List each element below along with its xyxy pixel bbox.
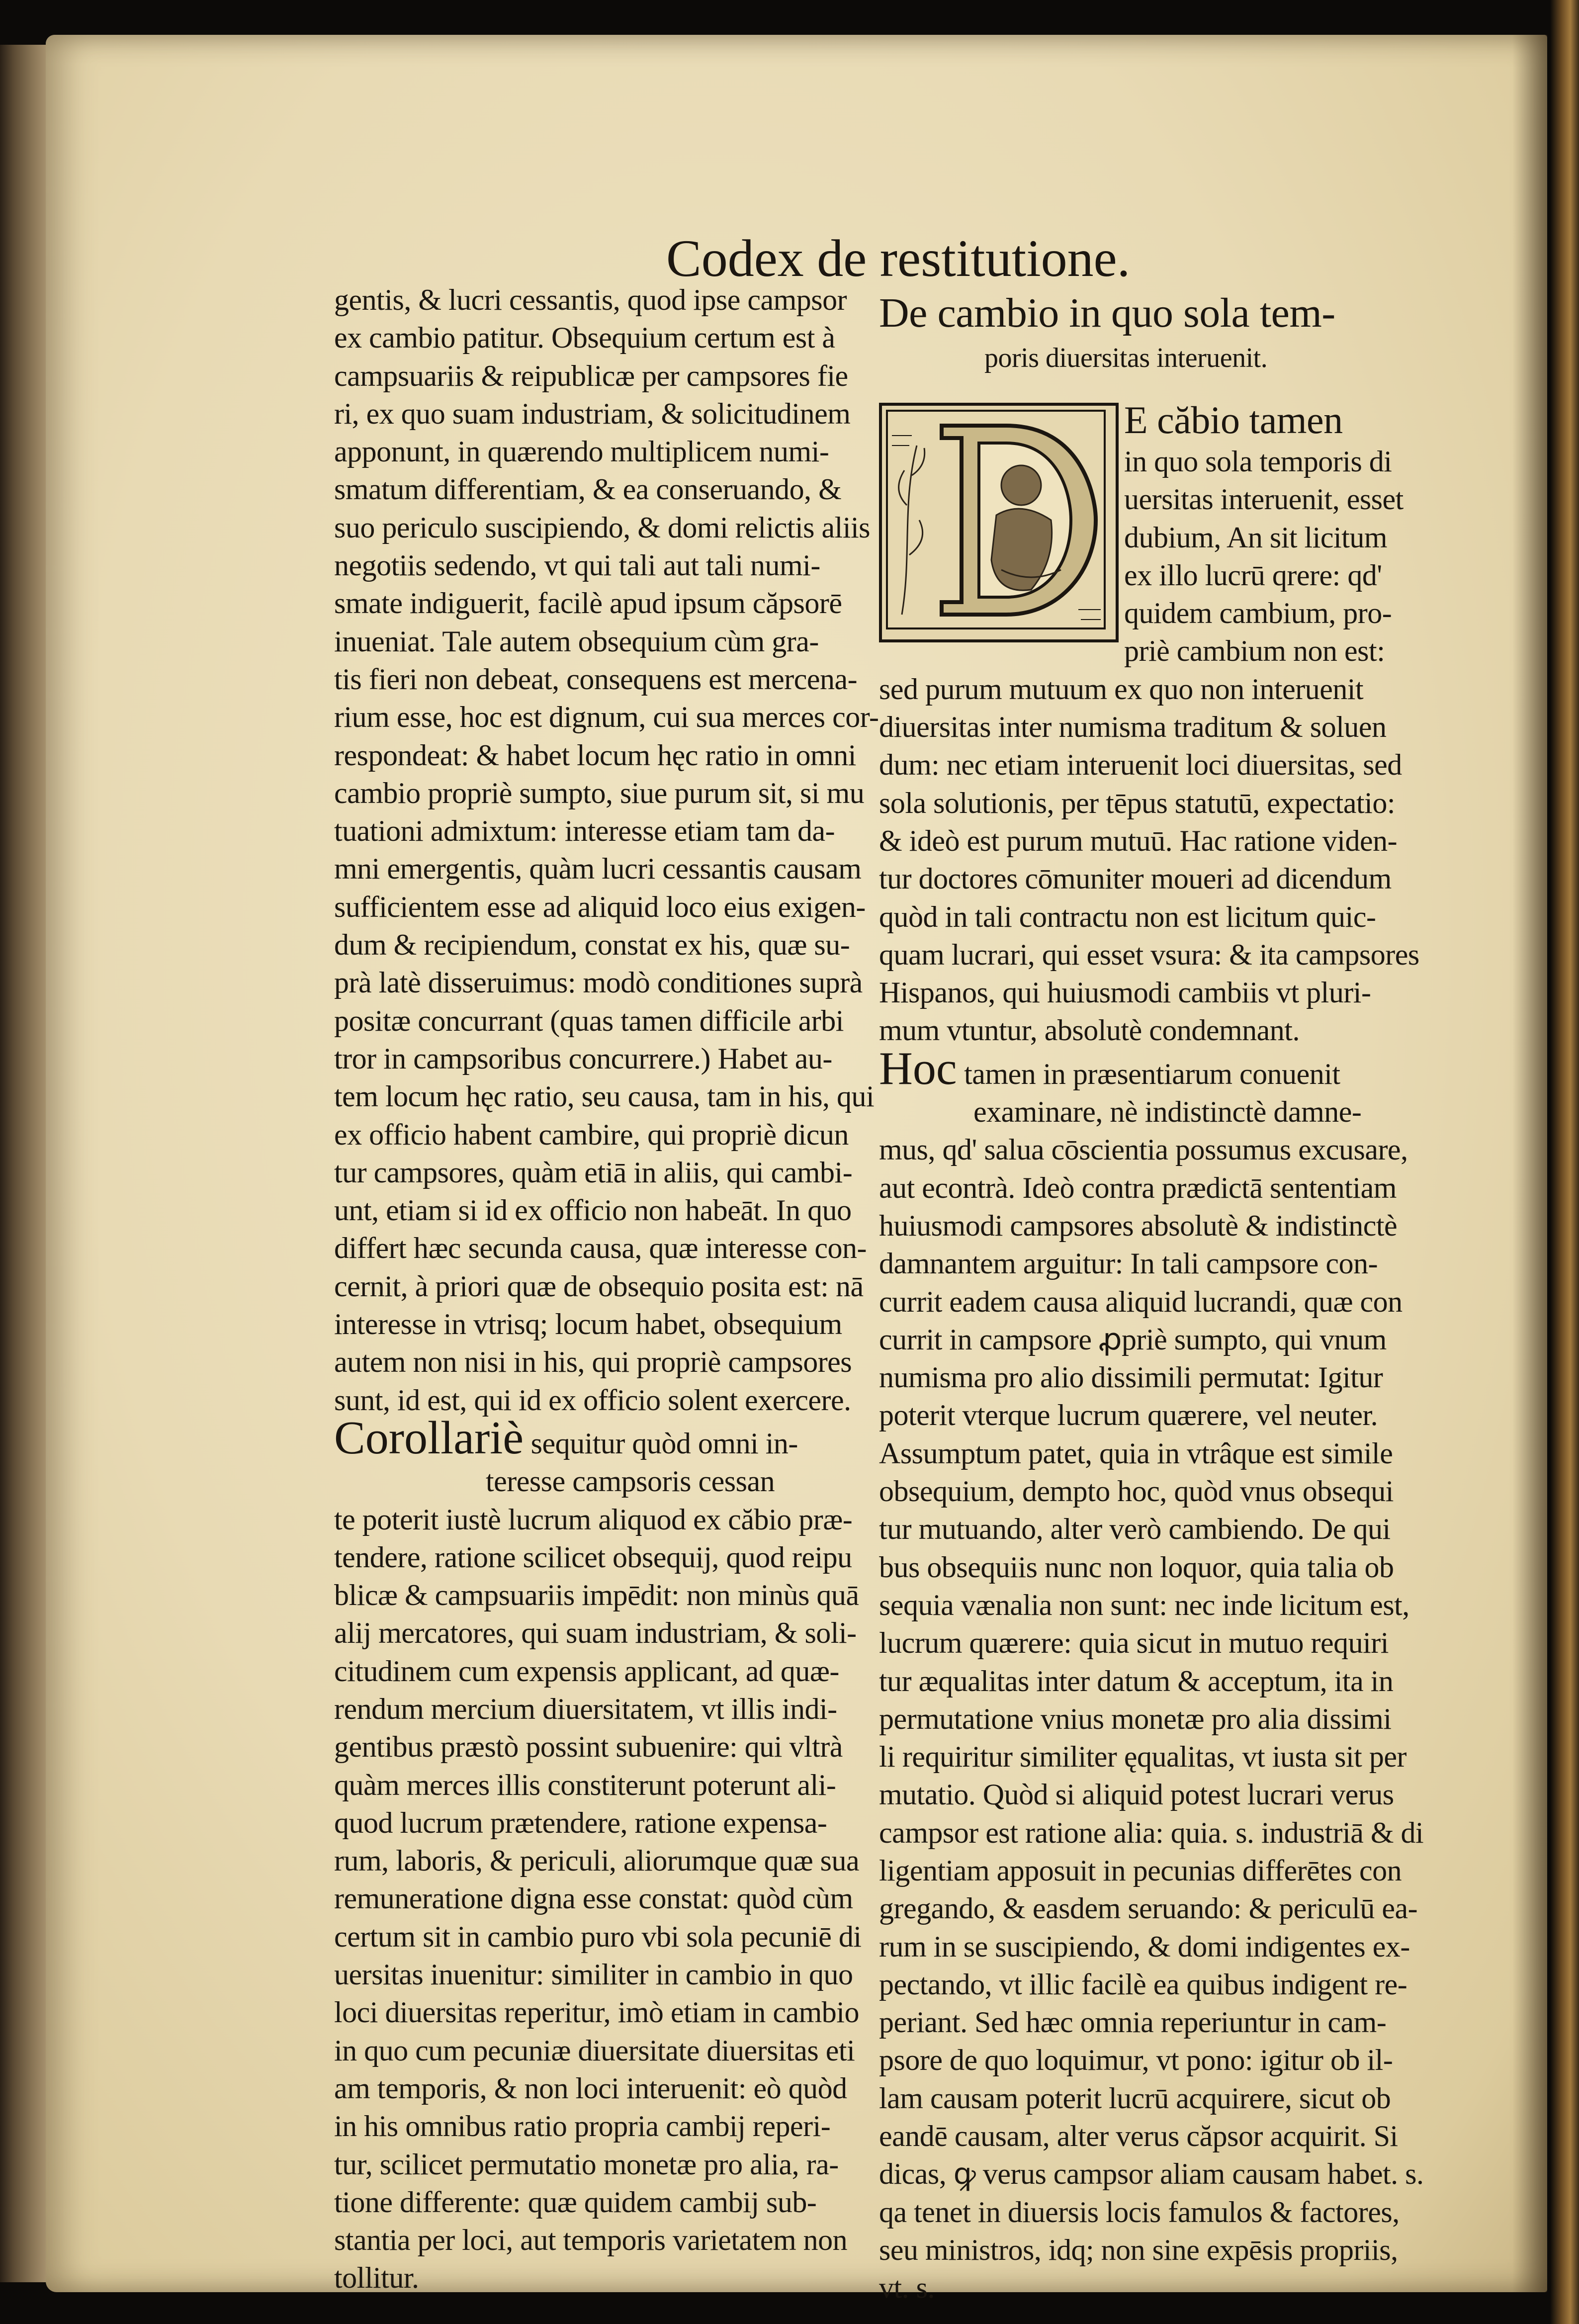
right-text-line: obsequium, dempto hoc, quòd vnus obsequi (879, 1475, 1394, 1508)
left-column (334, 281, 879, 2297)
left-text-line: cernit, à priori quæ de obsequio posita est: nā (334, 1269, 864, 1303)
left-text-line: cambio propriè sumpto, siue purum sit, si mu (334, 776, 865, 809)
left-text-line: alij mercatores, qui suam industriam, & soli- (334, 1616, 857, 1650)
left-text-line: inueniat. Tale autem obsequium cùm gra- (334, 625, 819, 658)
left-text-line: gentibus præstò possint subuenire: qui vltrà (334, 1730, 843, 1764)
right-text-line: vt. s. (879, 2271, 935, 2305)
right-text-line: quòd in tali contractu non est licitum quic- (879, 900, 1376, 933)
right-text-line: sed purum mutuum ex quo non interuenit (879, 672, 1364, 706)
left-text-line: quàm merces illis constiterunt poterunt ali- (334, 1768, 836, 1801)
right-text-line: periant. Sed hæc omnia reperiuntur in cam- (879, 2006, 1387, 2039)
left-text-line: campsuariis & reipublicæ per campsores fie (334, 359, 848, 392)
right-text-line: campsor est ratione alia: quia. s. industriā & di (879, 1816, 1424, 1849)
facing-page-edge (1550, 0, 1579, 2324)
corollary-line-1 (334, 1412, 856, 1464)
right-text-line: poterit vterque lucrum quærere, vel neuter. (879, 1399, 1378, 1432)
left-text-line: suo periculo suscipiendo, & domi relictis aliis (334, 511, 871, 544)
right-text-line: dicas, ꝙ verus campsor aliam causam habet. s. (879, 2157, 1424, 2191)
left-text-line: tollitur. (334, 2261, 419, 2295)
left-text-line: tis fieri non debeat, consequens est mercena- (334, 662, 858, 696)
left-text-line: gentis, & lucri cessantis, quod ipse campsor (334, 283, 847, 316)
left-text-line: tur, scilicet permutatio monetæ pro alia, ra- (334, 2147, 839, 2181)
left-column-text (334, 281, 879, 1419)
initial-text-line: dubium, An sit licitum (1124, 521, 1388, 554)
left-text-line: ri, ex quo suam industriam, & solicitudinem (334, 397, 851, 430)
right-text-line: lam causam poterit lucrū acquirere, sicut ob (879, 2081, 1391, 2115)
left-text-line: quod lucrum prætendere, ratione expensa- (334, 1806, 827, 1839)
right-text-line: mum vtuntur, absolutè condemnant. (879, 1014, 1300, 1047)
initial-text-line: priè cambium non est: (1124, 634, 1385, 668)
right-text-line: dum: nec etiam interuenit loci diuersitas, sed (879, 748, 1402, 782)
right-text-line: bus obsequiis nunc non loquor, quia talia ob (879, 1550, 1394, 1584)
right-text-line: seu ministros, idq; non sine expēsis propriis, (879, 2233, 1398, 2266)
left-text-line: prà latè disseruimus: modò conditiones suprà (334, 966, 863, 999)
decorated-initial-d (879, 403, 1119, 642)
left-text-line: tem locum hęc ratio, seu causa, tam in his, qui (334, 1080, 875, 1113)
left-text-line: loci diuersitas reperitur, imò etiam in cambio (334, 1996, 859, 2029)
left-text-line: sunt, id est, qui id ex officio solent exercere. (334, 1383, 851, 1417)
right-text-line: huiusmodi campsores absolutè & indistinctè (879, 1209, 1398, 1242)
left-text-line: tendere, ratione scilicet obsequij, quod reipu (334, 1540, 852, 1574)
left-text-line: negotiis sedendo, vt qui tali aut tali numi- (334, 549, 820, 582)
right-text-line: Assumptum patet, quia in vtrâque est simile (879, 1436, 1393, 1470)
corollary-line-2: teresse campsoris cessan (486, 1465, 775, 1498)
right-text-line: tur æqualitas inter datum & acceptum, ita in (879, 1664, 1394, 1698)
initial-text-line: uersitas interuenit, esset (1124, 483, 1404, 516)
right-text-line: permutatione vnius monetæ pro alia dissimi (879, 1702, 1392, 1735)
left-text-line: rum, laboris, & periculi, aliorumque quæ sua (334, 1844, 860, 1877)
left-text-line: dum & recipiendum, constat ex his, quæ su- (334, 928, 850, 962)
right-text-line: mutatio. Quòd si aliquid potest lucrari verus (879, 1778, 1394, 1811)
right-text-line: li requiritur similiter ęqualitas, vt iusta sit per (879, 1740, 1406, 1774)
right-text-line: lucrum quærere: quia sicut in mutuo requiri (879, 1626, 1389, 1660)
corollary-word: Corollariè (334, 1412, 524, 1464)
section-heading: De cambio in quo sola tem- (879, 290, 1335, 336)
left-text-line: stantia per loci, aut temporis varietatem non (334, 2224, 848, 2257)
right-text-line: tur mutuando, alter verò cambiendo. De qui (879, 1513, 1391, 1546)
right-text-line: tur doctores cōmuniter moueri ad dicendum (879, 862, 1392, 895)
right-column-text-continued (879, 1131, 1424, 2307)
left-text-line: blicæ & campsuariis impēdit: non minùs quā (334, 1579, 859, 1612)
right-text-line: qa tenet in diuersis locis famulos & factores, (879, 2195, 1400, 2229)
left-text-line: sufficientem esse ad aliquid loco eius exigen- (334, 890, 866, 923)
left-text-line: apponunt, in quærendo multiplicem numi- (334, 435, 829, 468)
left-text-line: interesse in vtrisq; locum habet, obsequium (334, 1308, 842, 1341)
right-text-line: pectando, vt illic facilè ea quibus indigent re- (879, 1967, 1407, 2001)
left-text-line: smatum differentiam, & ea conseruando, & (334, 473, 842, 506)
left-text-line: tur campsores, quàm etiā in aliis, qui cambi- (334, 1156, 853, 1189)
initial-text-line: ex illo lucrū qrere: qd' (1124, 558, 1382, 592)
right-text-line: ligentiam apposuit in pecunias differētes con (879, 1854, 1402, 1887)
right-text-line: numisma pro alio dissimili permutat: Igitur (879, 1361, 1383, 1394)
running-title: Codex de restitutione. (666, 229, 1131, 287)
left-text-line: remuneratione digna esse constat: quòd cùm (334, 1882, 853, 1915)
hoc-word: Hoc (879, 1042, 957, 1094)
left-text-line: te poterit iustè lucrum aliquod ex căbio præ- (334, 1503, 853, 1536)
page-gutter-shadow (1512, 35, 1547, 2292)
left-text-line: autem non nisi in his, qui propriè campsores (334, 1345, 852, 1379)
right-text-line: diuersitas inter numisma traditum & soluen (879, 711, 1387, 744)
hoc-line-1 (879, 1042, 1411, 1094)
hoc-line-2: examinare, nè indistinctè damne- (973, 1095, 1362, 1129)
left-text-line: rium esse, hoc est dignum, cui sua merces cor- (334, 701, 879, 734)
right-text-line: aut econtrà. Ideò contra prædictā sententiam (879, 1171, 1397, 1204)
right-text-line: sequia vænalia non sunt: nec inde licitum est, (879, 1588, 1409, 1621)
left-text-line: tuationi admixtum: interesse etiam tam da- (334, 814, 835, 848)
left-text-line: am temporis, & non loci interuenit: eò quòd (334, 2071, 847, 2105)
left-text-line: in his omnibus ratio propria cambij reperi- (334, 2110, 831, 2143)
right-text-line: psore de quo loquimur, vt pono: igitur ob il- (879, 2044, 1393, 2077)
right-text-line: eandē causam, alter verus căpsor acquirit. Si (879, 2120, 1398, 2153)
left-text-line: respondeat: & habet locum hęc ratio in omni (334, 738, 856, 772)
right-text-line: rum in se suscipiendo, & domi indigentes ex- (879, 1930, 1410, 1963)
left-text-line: certum sit in cambio puro vbi sola pecuniē di (334, 1920, 862, 1953)
right-text-line: quam lucrari, qui esset vsura: & ita campsores (879, 938, 1419, 971)
right-text-line: & ideò est purum mutuū. Hac ratione viden- (879, 824, 1398, 857)
left-text-line: tione differente: quæ quidem cambij sub- (334, 2185, 817, 2219)
left-text-line: rendum mercium diuersitatem, vt illis indi- (334, 1692, 837, 1725)
left-text-line: ex cambio patitur. Obsequium certum est à (334, 321, 835, 355)
right-text-line: damnantem arguitur: In tali campsore con- (879, 1247, 1378, 1280)
right-text-line: currit in campsore ꝓpriè sumpto, qui vnum (879, 1323, 1387, 1356)
right-column (879, 288, 1424, 2307)
left-text-line: differt hæc secunda causa, quæ interesse con- (334, 1232, 867, 1265)
corollary-text-1: sequitur quòd omni in- (530, 1427, 798, 1460)
left-text-line: smate indiguerit, facilè apud ipsum căpsorē (334, 587, 842, 620)
left-column-text-continued (334, 1501, 862, 2297)
left-text-line: unt, etiam si id ex officio non habeāt. In quo (334, 1194, 852, 1227)
initial-text-line: E căbio tamen (1124, 398, 1343, 442)
initial-text-line: quidem cambium, pro- (1124, 597, 1392, 630)
right-text-line: sola solutionis, per tēpus statutū, expectatio: (879, 786, 1395, 819)
right-text-line: currit eadem causa aliquid lucrandi, quæ con (879, 1285, 1403, 1318)
hoc-text-1: tamen in præsentiarum conuenit (964, 1057, 1340, 1090)
left-text-line: positæ concurrant (quas tamen difficile arbi (334, 1004, 844, 1037)
section-heading-continued: poris diuersitas interuenit. (984, 343, 1268, 373)
right-text-line: Hispanos, qui huiusmodi cambiis vt pluri- (879, 976, 1371, 1009)
left-text-line: ex officio habent cambire, qui propriè dicun (334, 1118, 849, 1151)
left-text-line: uersitas inuenitur: similiter in cambio in quo (334, 1958, 853, 1991)
right-text-line: gregando, & easdem seruando: & periculū ea- (879, 1892, 1418, 1925)
drop-cap-block (879, 398, 1411, 670)
left-text-line: citudinem cum expensis applicant, ad quæ- (334, 1654, 839, 1688)
left-text-line: mni emergentis, quàm lucri cessantis causam (334, 852, 862, 886)
left-text-line: tror in campsoribus concurrere.) Habet au- (334, 1042, 832, 1075)
right-column-text (879, 670, 1419, 1050)
right-text-line: mus, qd' salua cōscientia possumus excusare, (879, 1133, 1408, 1166)
woodcut-initial-icon (882, 406, 1110, 633)
initial-text-line: in quo sola temporis di (1124, 445, 1392, 478)
left-text-line: in quo cum pecuniæ diuersitate diuersitas eti (334, 2034, 855, 2067)
